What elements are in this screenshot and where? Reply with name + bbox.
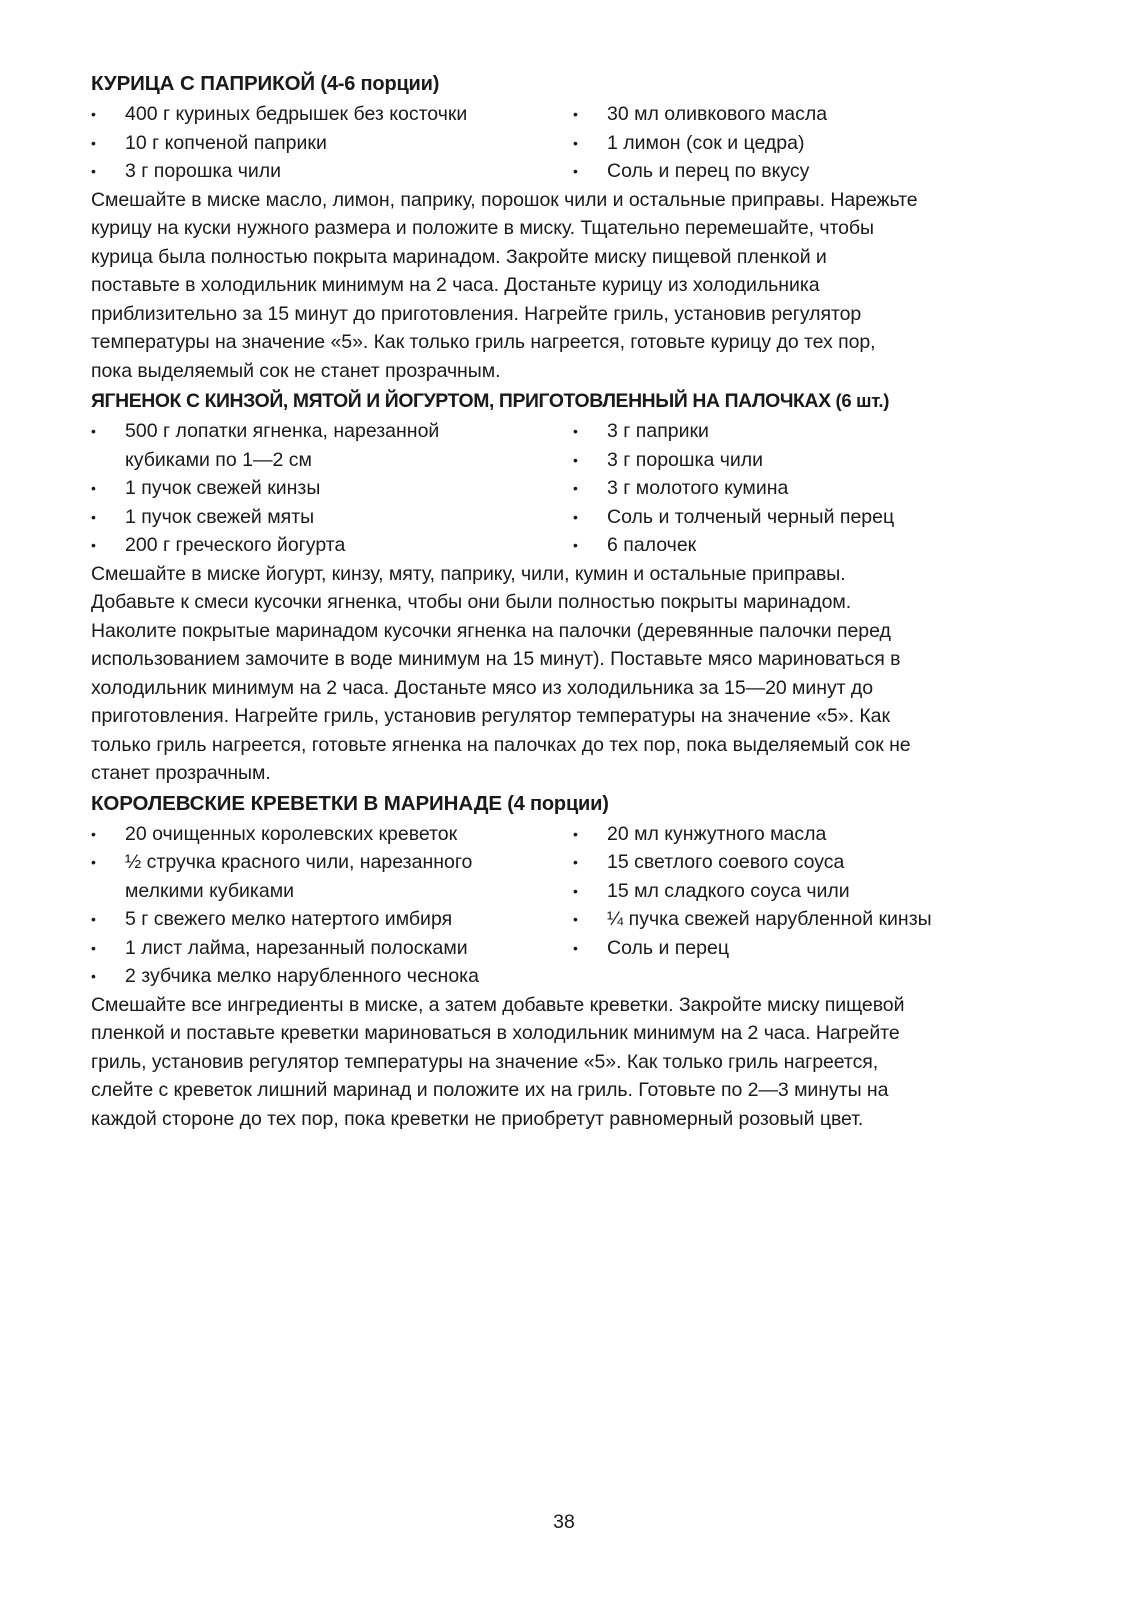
list-item: • 6 палочек	[573, 531, 1041, 560]
bullet-icon: •	[573, 451, 578, 468]
list-item: • 20 мл кунжутного масла	[573, 820, 1041, 849]
bullet-icon: •	[91, 854, 96, 870]
bullet-icon: •	[91, 825, 96, 842]
list-item: • 3 г порошка чили	[91, 157, 573, 186]
ingredients-columns	[91, 100, 1041, 186]
list-item: • Соль и перец	[573, 934, 1041, 963]
bullet-icon: •	[573, 854, 578, 870]
bullet-icon: •	[573, 882, 578, 899]
ingredients-list-left	[91, 100, 573, 186]
bullet-icon: •	[573, 134, 578, 151]
list-item: • ¼ пучка свежей нарубленной кинзы	[573, 905, 1041, 934]
list-item: • 15 светлого соевого соуса	[573, 848, 1041, 877]
recipe-instructions: Смешайте в миске йогурт, кинзу, мяту, паприку, чили, кумин и остальные приправы. Добавьте к смеси кусочки ягненка, чтобы они были полностью покрыты маринадом. Наколите покрытые маринадом кусочки ягненка на палочки (деревянные палочки перед использованием замочите в воде минимум на 15 минут). Поставьте мясо мариноваться в холодильник минимум на 2 часа. Достаньте мясо из холодильника за 15—20 минут до приготовления. Нагрейте гриль, установив регулятор температуры на значение «5». Как только гриль нагреется, готовьте ягненка на палочках до тех пор, пока выделяемый сок не станет прозрачным.	[91, 562, 911, 784]
recipe-instructions: Смешайте все ингредиенты в миске, а затем добавьте креветки. Закройте миску пищевой пленкой и поставьте креветки мариноваться в холодильник минимум на 2 часа. Нагрейте гриль, установив регулятор температуры на значение «5». Как только гриль нагреется, слейте с креветок лишний маринад и положите их на гриль. Готовьте по 2—3 минуты на каждой стороне до тех пор, пока креветки не приобретут равномерный розовый цвет.	[91, 993, 905, 1130]
ingredients-list-left	[91, 820, 573, 991]
bullet-icon: •	[573, 911, 578, 927]
recipe-title: ЯГНЕНОК С КИНЗОЙ, МЯТОЙ И ЙОГУРТОМ, ПРИГОТОВЛЕННЫЙ НА ПАЛОЧКАХ (6 шт.)	[91, 390, 890, 412]
list-item: • 1 пучок свежей мяты	[91, 503, 573, 532]
recipe-title: КУРИЦА С ПАПРИКОЙ (4-6 порции)	[91, 72, 440, 95]
bullet-icon: •	[573, 163, 578, 179]
bullet-icon: •	[573, 480, 578, 496]
list-item: • 2 зубчика мелко нарубленного чеснока	[91, 962, 573, 991]
recipe-title: КОРОЛЕВСКИЕ КРЕВЕТКИ В МАРИНАДЕ (4 порции)	[91, 791, 609, 815]
list-item: • 3 г паприки	[573, 417, 1041, 446]
bullet-icon: •	[573, 106, 578, 122]
ingredients-list-left	[91, 417, 573, 560]
list-item: • 3 г молотого кумина	[573, 474, 1041, 503]
bullet-icon: •	[573, 423, 578, 439]
bullet-icon: •	[91, 106, 96, 122]
list-item: • 3 г порошка чили	[573, 446, 1041, 475]
ingredients-columns	[91, 417, 1041, 560]
list-item: • ½ стручка красного чили, нарезанного мелкими кубиками	[91, 848, 573, 905]
recipe-king-prawns	[91, 788, 1041, 1134]
bullet-icon: •	[91, 163, 96, 179]
bullet-icon: •	[91, 911, 96, 927]
bullet-icon: •	[91, 134, 96, 151]
bullet-icon: •	[573, 537, 578, 553]
list-item: • 500 г лопатки ягненка, нарезанной кубиками по 1—2 см	[91, 417, 573, 474]
ingredients-columns	[91, 820, 1041, 991]
list-item: • 30 мл оливкового масла	[573, 100, 1041, 129]
bullet-icon: •	[573, 825, 578, 842]
ingredients-list-right	[573, 100, 1041, 186]
page-number: 38	[553, 1511, 575, 1533]
recipe-lamb-skewers	[91, 385, 1041, 788]
bullet-icon: •	[573, 508, 578, 525]
bullet-icon: •	[91, 423, 96, 439]
recipe-instructions: Смешайте в миске масло, лимон, паприку, порошок чили и остальные приправы. Нарежьте курицу на куски нужного размера и положите в миску. Тщательно перемешайте, чтобы курица была полностью покрыта маринадом. Закройте миску пищевой пленкой и поставьте в холодильник минимум на 2 часа. Достаньте курицу из холодильника приблизительно за 15 минут до приготовления. Нагрейте гриль, установив регулятор температуры на значение «5». Как только гриль нагреется, готовьте курицу до тех пор, пока выделяемый сок не станет прозрачным.	[91, 188, 918, 382]
list-item: • 5 г свежего мелко натертого имбиря	[91, 905, 573, 934]
list-item: • 20 очищенных королевских креветок	[91, 820, 573, 849]
list-item: • 15 мл сладкого соуса чили	[573, 877, 1041, 906]
list-item: • 1 лимон (сок и цедра)	[573, 129, 1041, 158]
bullet-icon: •	[91, 939, 96, 956]
recipe-chicken-paprika	[91, 68, 1041, 385]
list-item: • 200 г греческого йогурта	[91, 531, 573, 560]
list-item: • Соль и толченый черный перец	[573, 503, 1041, 532]
bullet-icon: •	[91, 480, 96, 496]
bullet-icon: •	[91, 537, 96, 553]
bullet-icon: •	[573, 939, 578, 956]
bullet-icon: •	[91, 508, 96, 525]
list-item: • 10 г копченой паприки	[91, 129, 573, 158]
page-content	[91, 68, 1041, 1133]
ingredients-list-right	[573, 417, 1041, 560]
bullet-icon: •	[91, 968, 96, 984]
list-item: • 1 пучок свежей кинзы	[91, 474, 573, 503]
list-item: • 400 г куриных бедрышек без косточки	[91, 100, 573, 129]
list-item: • 1 лист лайма, нарезанный полосками	[91, 934, 573, 963]
ingredients-list-right	[573, 820, 1041, 991]
list-item: • Соль и перец по вкусу	[573, 157, 1041, 186]
